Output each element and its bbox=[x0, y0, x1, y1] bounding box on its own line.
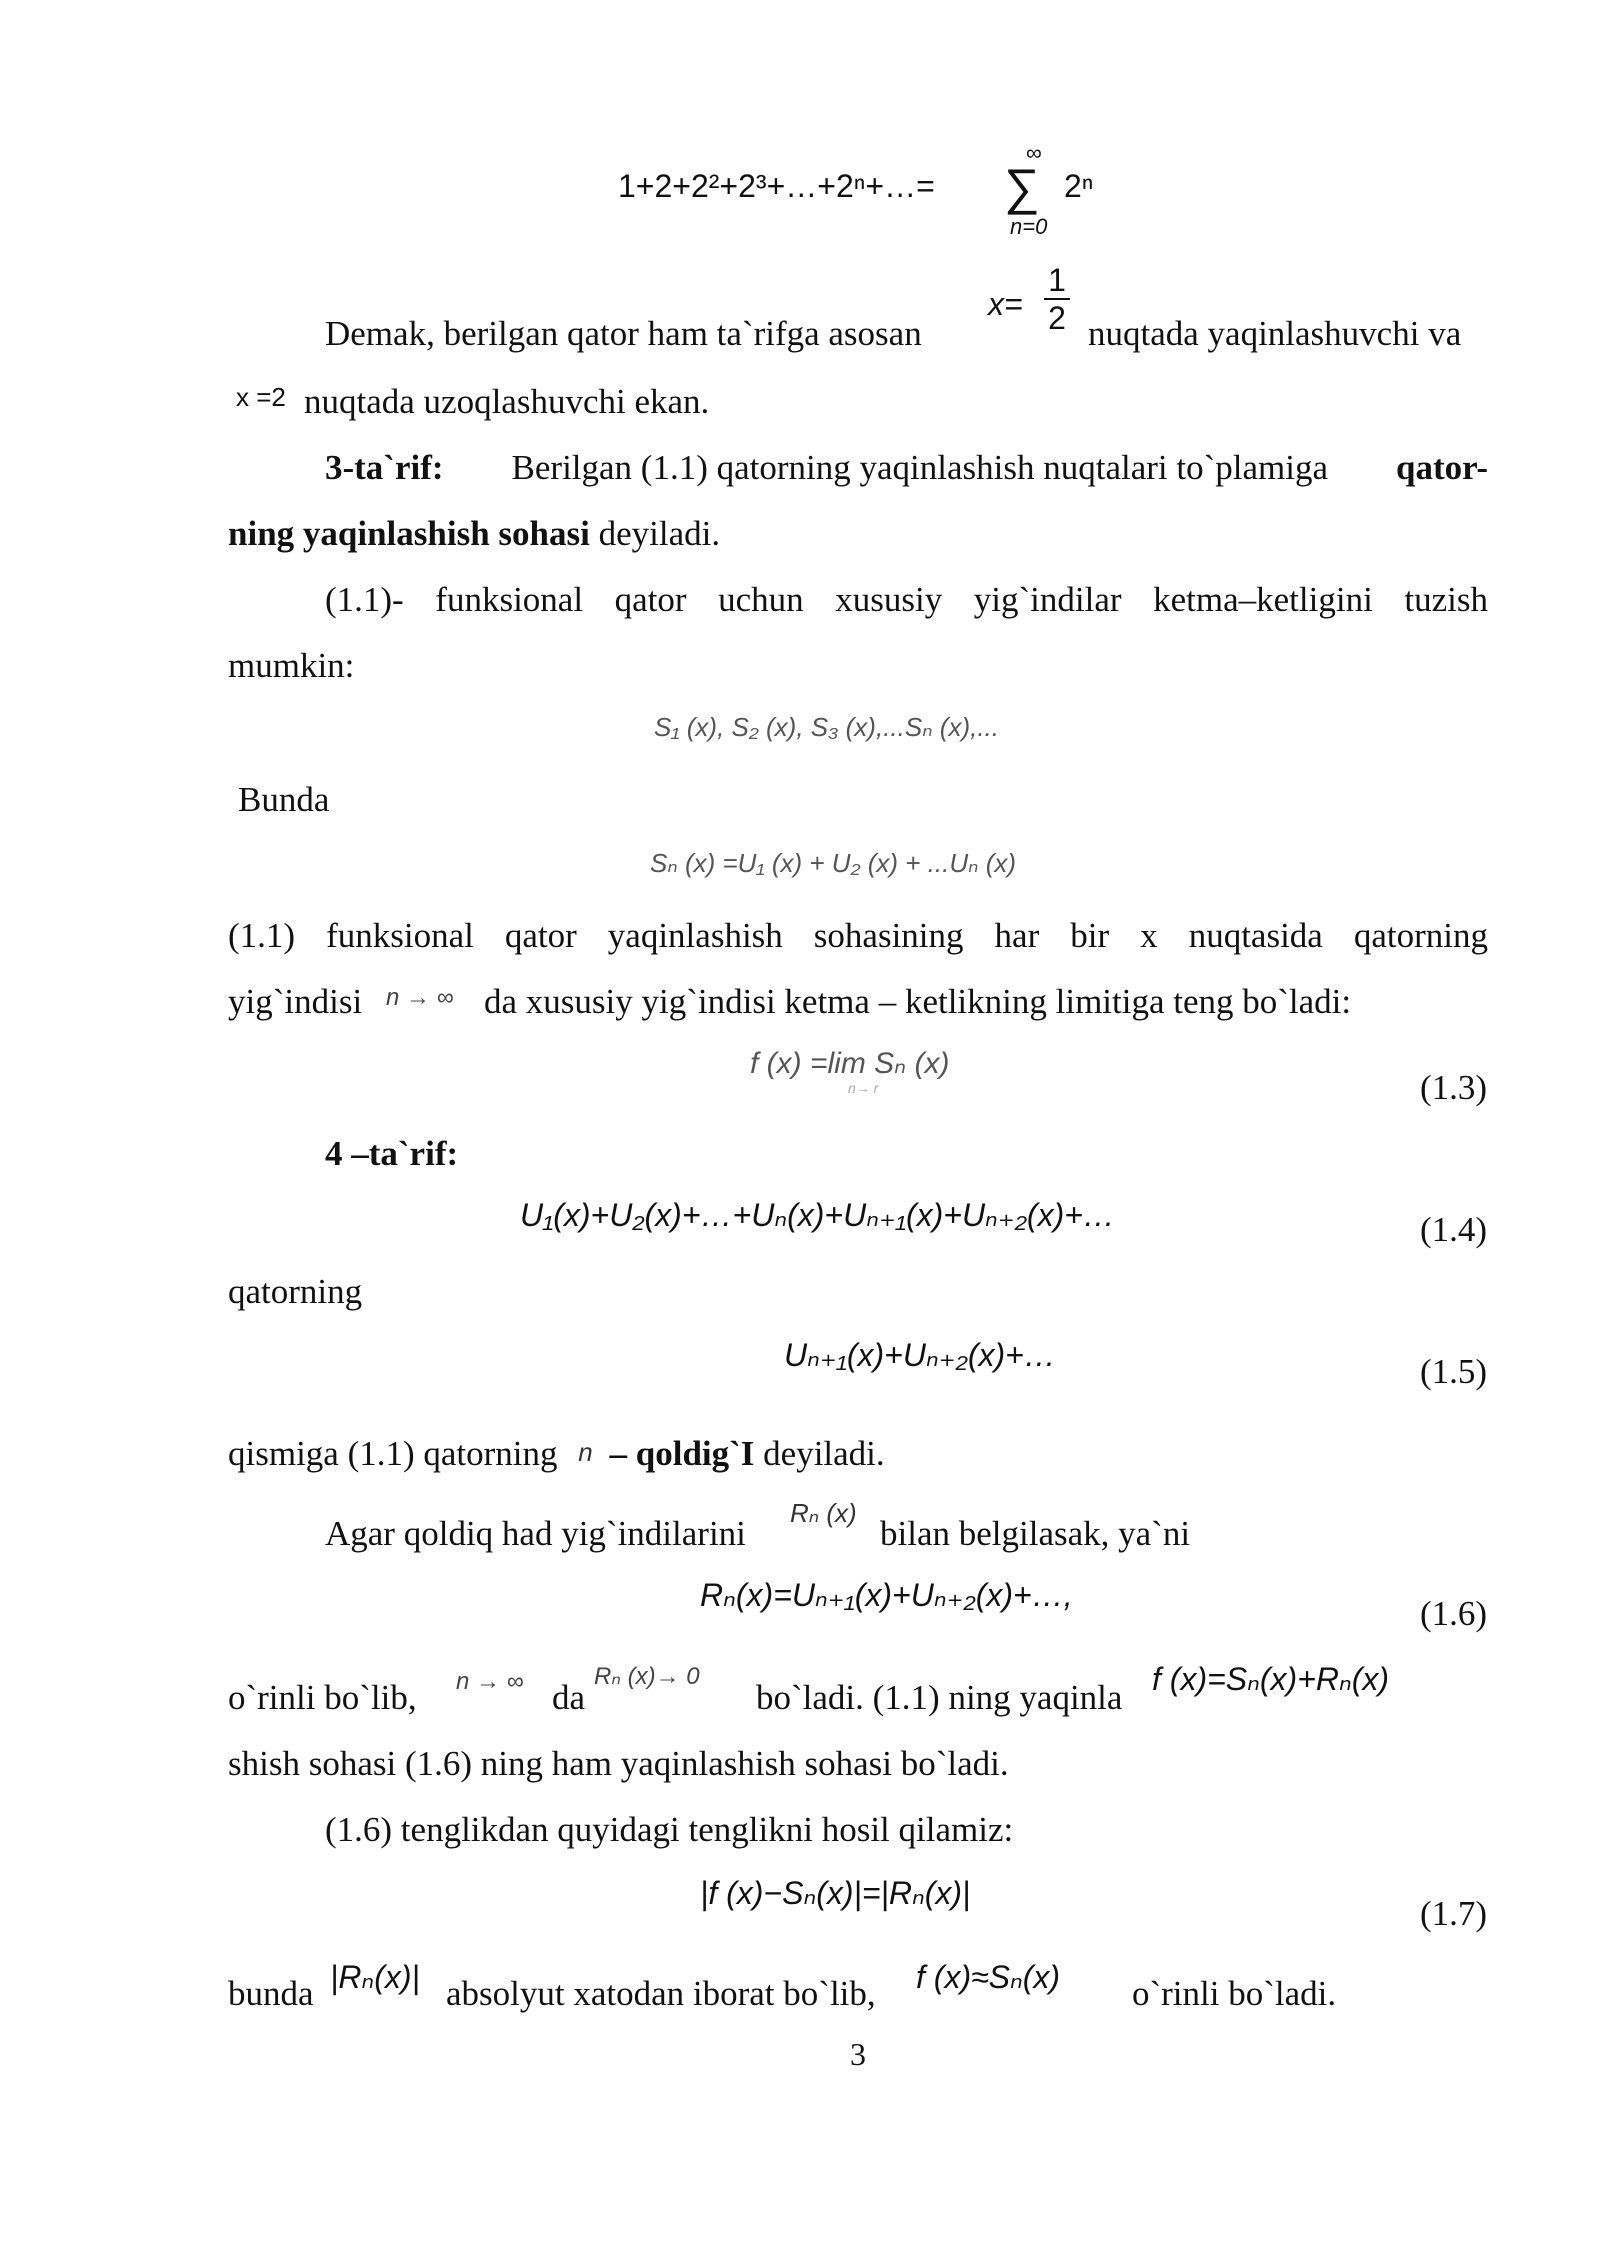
series-sum-left: 1+2+2²+2³+…+2ⁿ+…= bbox=[618, 168, 935, 204]
x-equals: x= bbox=[988, 286, 1023, 322]
abs-rn: |Rₙ(x)| bbox=[330, 1959, 420, 1995]
fraction-denominator: 2 bbox=[1048, 300, 1066, 336]
lim-subscript: n→ r bbox=[848, 1080, 879, 1096]
tarif3-bold2: ning yaqinlashish sohasi bbox=[228, 514, 590, 553]
series-sum-formula bbox=[618, 168, 935, 205]
n-variable: n bbox=[578, 1437, 593, 1467]
partial-sums-formula: S₁ (x), S₂ (x), S₃ (x),...Sₙ (x),... bbox=[654, 712, 1000, 742]
equation-number-1-7: (1.7) bbox=[1419, 1894, 1487, 1933]
absolyut-text: absolyut xatodan iborat bo`lib, bbox=[446, 1974, 876, 2013]
sigma-term: 2ⁿ bbox=[1064, 168, 1094, 204]
tarif3-line1: 3-ta`rif: Berilgan (1.1) qatorning yaqinlashish nuqtalari to`plamiga qator- bbox=[325, 448, 1488, 487]
page-number: 3 bbox=[850, 2036, 866, 2072]
f-approx-sn: f (x)≈Sₙ(x) bbox=[916, 1959, 1061, 1995]
rn-to-zero: Rₙ (x)→ 0 bbox=[594, 1663, 700, 1690]
equation-number-1-4: (1.4) bbox=[1419, 1210, 1487, 1249]
rn-x-symbol: Rₙ (x) bbox=[790, 1498, 857, 1528]
equation-1-6: Rₙ(x)=Uₙ₊₁(x)+Uₙ₊₂(x)+…, bbox=[700, 1577, 1073, 1613]
shish-text: shish sohasi (1.6) ning ham yaqinlashish sohasi bo`ladi. bbox=[228, 1744, 1009, 1783]
sigma-lower-limit: n=0 bbox=[1010, 214, 1048, 239]
da-text: da bbox=[552, 1678, 586, 1717]
equation-number-1-5: (1.5) bbox=[1419, 1352, 1487, 1391]
tenglik-text: (1.6) tenglikdan quyidagi tenglikni hosil qilamiz: bbox=[325, 1810, 1014, 1849]
fq-line2: mumkin: bbox=[228, 646, 355, 685]
qoldig-bold: – qoldig`I bbox=[609, 1434, 755, 1473]
qatorning-text: qatorning bbox=[228, 1272, 363, 1311]
uzoq-text: nuqtada uzoqlashuvchi ekan. bbox=[304, 382, 710, 421]
n-to-infinity: n → ∞ bbox=[386, 984, 454, 1011]
n-to-infinity-2: n → ∞ bbox=[456, 1668, 524, 1695]
orinli-end-text: o`rinli bo`ladi. bbox=[1132, 1974, 1337, 2013]
equation-1-5: Uₙ₊₁(x)+Uₙ₊₂(x)+… bbox=[784, 1337, 1056, 1373]
x-eq-2: x =2 bbox=[236, 382, 286, 412]
demak-text: Demak, berilgan qator ham ta`rifga asosan bbox=[325, 314, 922, 353]
sigma-symbol: ∑ bbox=[1004, 159, 1040, 215]
equation-number-1-6: (1.6) bbox=[1419, 1594, 1487, 1633]
f-limit-formula: f (x) =lim Sₙ (x) bbox=[750, 1047, 950, 1080]
tarif4-label: 4 –ta`rif: bbox=[325, 1134, 459, 1173]
yigindisi-text: yig`indisi bbox=[228, 982, 363, 1021]
tarif3-bold1: qator- bbox=[1395, 448, 1488, 487]
bunda2-text: bunda bbox=[228, 1974, 314, 2013]
agar-text-end: bilan belgilasak, ya`ni bbox=[880, 1514, 1191, 1553]
fraction-numerator: 1 bbox=[1048, 262, 1066, 298]
orinli-lib-text: o`rinli bo`lib, bbox=[228, 1678, 417, 1717]
boladi-yaqinla-text: bo`ladi. (1.1) ning yaqinla bbox=[756, 1678, 1123, 1717]
equation-1-7: |f (x)−Sₙ(x)|=|Rₙ(x)| bbox=[700, 1875, 971, 1911]
f-eq-sn-rn: f (x)=Sₙ(x)+Rₙ(x) bbox=[1152, 1661, 1390, 1697]
bunda-text: Bunda bbox=[238, 780, 330, 819]
qismiga-line: qismiga (1.1) qatorning n – qoldig`I deyiladi. bbox=[228, 1434, 885, 1473]
fraction-half bbox=[1044, 262, 1070, 336]
tarif3-line2: ning yaqinlashish sohasi deyiladi. bbox=[228, 514, 721, 553]
tarif3-label: 3-ta`rif: bbox=[325, 448, 444, 487]
fq-line1: (1.1)- funksional qator uchun xususiy yig`indilar ketma–ketligini tuzish bbox=[325, 580, 1488, 619]
agar-text: Agar qoldiq had yig`indilarini bbox=[325, 1514, 746, 1553]
equation-number-1-3: (1.3) bbox=[1419, 1068, 1487, 1107]
demak-text-end: nuqtada yaqinlashuvchi va bbox=[1088, 314, 1462, 353]
equation-1-4: U₁(x)+U₂(x)+…+Uₙ(x)+Uₙ₊₁(x)+Uₙ₊₂(x)+… bbox=[520, 1197, 1115, 1233]
sn-definition: Sₙ (x) =U₁ (x) + U₂ (x) + ...Uₙ (x) bbox=[650, 848, 1017, 878]
fq-har-line1: (1.1) funksional qator yaqinlashish sohasining har bir x nuqtasida qatorning bbox=[228, 916, 1488, 955]
sigma-upper-limit: ∞ bbox=[1026, 140, 1042, 165]
da-xususiy-text: da xususiy yig`indisi ketma – ketlikning limitiga teng bo`ladi: bbox=[484, 982, 1352, 1021]
